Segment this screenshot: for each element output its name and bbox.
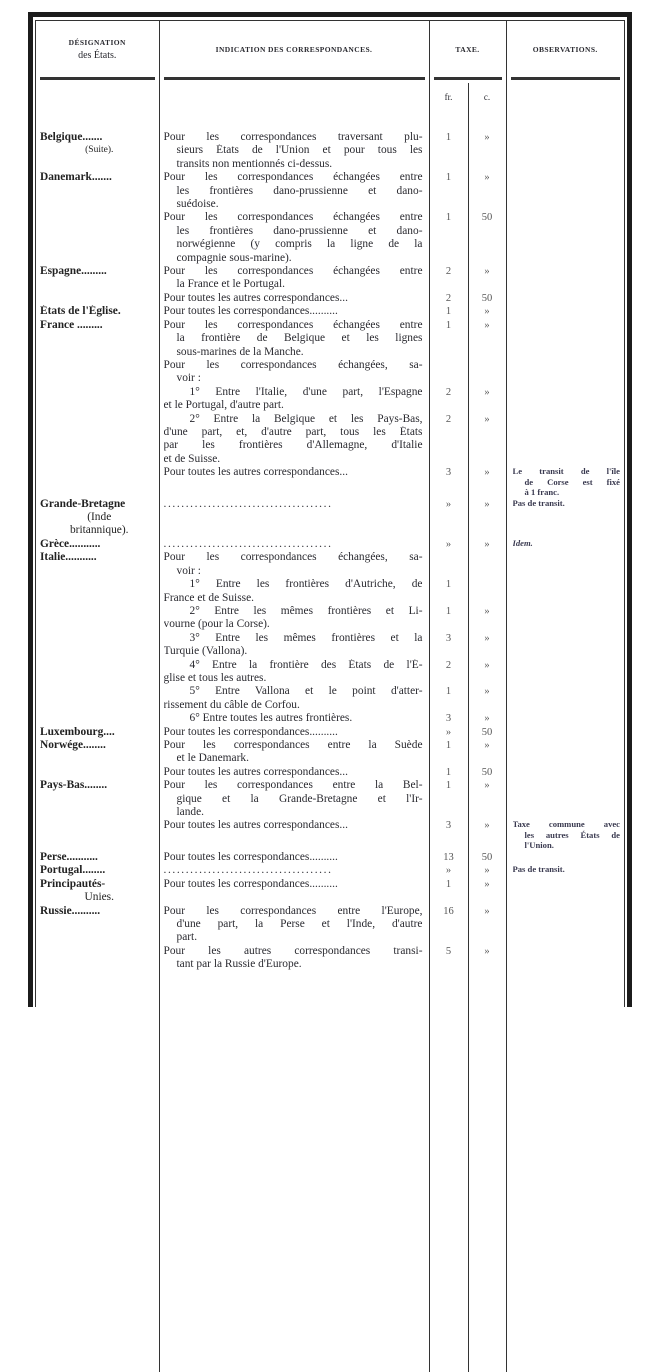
table-row bbox=[36, 466, 624, 498]
observation-line: les autres États de bbox=[524, 829, 620, 840]
table-row bbox=[36, 171, 624, 211]
observation-line: Le transit de l'île bbox=[512, 466, 620, 477]
description-line: Pour les autres correspondances transi- bbox=[163, 944, 423, 957]
description-line: Pour les correspondances entre la Suède bbox=[163, 738, 423, 751]
header-designation-label: DÉSIGNATION bbox=[68, 37, 126, 47]
state-name bbox=[36, 945, 159, 972]
tax-francs: 3 bbox=[429, 632, 468, 659]
correspondence-description bbox=[159, 211, 429, 265]
tax-francs: 3 bbox=[429, 819, 468, 851]
state-line: États de l'Église. bbox=[40, 305, 121, 318]
table-row bbox=[36, 905, 624, 945]
state-name bbox=[36, 305, 159, 318]
correspondence-description bbox=[159, 265, 429, 292]
description-line: sous-marines de la Manche. bbox=[176, 345, 304, 358]
state-name bbox=[36, 386, 159, 413]
spacer-row bbox=[36, 113, 624, 131]
header-observations: OBSERVATIONS. bbox=[506, 21, 624, 77]
state-name bbox=[36, 905, 159, 945]
tax-francs: » bbox=[429, 538, 468, 551]
tax-francs: 2 bbox=[429, 659, 468, 686]
table-body bbox=[36, 113, 624, 1372]
table-row bbox=[36, 578, 624, 605]
tax-centimes bbox=[468, 551, 506, 578]
table-row bbox=[36, 685, 624, 712]
header-taxe: TAXE. bbox=[429, 21, 506, 77]
description-line: par les frontières d'Allemagne, d'Italie bbox=[163, 439, 423, 452]
state-line: Belgique....... bbox=[40, 131, 103, 143]
table-row bbox=[36, 386, 624, 413]
state-name bbox=[36, 878, 159, 905]
tax-francs: 2 bbox=[429, 413, 468, 467]
description-line: Pour toutes les correspondances.......... bbox=[163, 877, 338, 890]
tax-francs: » bbox=[429, 726, 468, 739]
state-name bbox=[36, 359, 159, 386]
observation bbox=[506, 766, 624, 779]
observation bbox=[506, 851, 624, 864]
tax-francs: 13 bbox=[429, 851, 468, 864]
correspondence-description bbox=[159, 131, 429, 171]
state-name bbox=[36, 632, 159, 659]
state-line: France ......... bbox=[40, 318, 103, 331]
tax-francs: 1 bbox=[429, 739, 468, 766]
state-name bbox=[36, 851, 159, 864]
correspondence-description bbox=[159, 292, 429, 305]
description-line: Pour toutes les correspondances.......... bbox=[163, 305, 338, 318]
tax-centimes: » bbox=[468, 905, 506, 945]
observation bbox=[506, 712, 624, 725]
table-row bbox=[36, 292, 624, 305]
description-line: Pour toutes les autres correspondances... bbox=[163, 466, 348, 479]
state-name bbox=[36, 265, 159, 292]
correspondence-description bbox=[159, 466, 429, 498]
table-row bbox=[36, 766, 624, 779]
table-row bbox=[36, 359, 624, 386]
observation bbox=[506, 211, 624, 265]
correspondence-description bbox=[159, 538, 429, 551]
description-line: 2° Entre les mêmes frontières et Li- bbox=[189, 604, 423, 617]
tax-francs: » bbox=[429, 498, 468, 538]
tax-francs: 1 bbox=[429, 305, 468, 318]
observation bbox=[506, 739, 624, 766]
tax-francs: 1 bbox=[429, 685, 468, 712]
correspondence-description bbox=[159, 632, 429, 659]
observation bbox=[506, 498, 624, 538]
correspondence-description bbox=[159, 779, 429, 819]
header-row bbox=[36, 21, 624, 77]
state-line: Norwége........ bbox=[40, 738, 106, 751]
observation-line: à 1 franc. bbox=[524, 487, 560, 498]
tax-francs: 3 bbox=[429, 466, 468, 498]
correspondence-description bbox=[159, 864, 429, 877]
tax-francs: 2 bbox=[429, 265, 468, 292]
observation-line: Idem. bbox=[512, 537, 533, 548]
state-name bbox=[36, 659, 159, 686]
correspondence-description bbox=[159, 851, 429, 864]
correspondence-description bbox=[159, 945, 429, 972]
header-designation bbox=[36, 21, 159, 77]
state-line: (Inde bbox=[87, 511, 112, 524]
table-row bbox=[36, 498, 624, 538]
tax-francs: 3 bbox=[429, 712, 468, 725]
observation bbox=[506, 171, 624, 211]
tax-centimes: » bbox=[468, 386, 506, 413]
description-line: Pour les correspondances entre la Bel- bbox=[163, 779, 423, 792]
description-line: 3° Entre les mêmes frontières et la bbox=[189, 631, 423, 644]
correspondence-description bbox=[159, 905, 429, 945]
description-line: 1° Entre l'Italie, d'une part, l'Espagne bbox=[189, 385, 423, 398]
correspondence-description bbox=[159, 726, 429, 739]
table-row bbox=[36, 538, 624, 551]
description-line: Pour les correspondances échangées, sa- bbox=[163, 358, 423, 371]
correspondence-description bbox=[159, 878, 429, 905]
description-line: 4° Entre la frontière des États de l'É- bbox=[189, 658, 423, 671]
observation bbox=[506, 945, 624, 972]
table-row bbox=[36, 878, 624, 905]
observation bbox=[506, 779, 624, 819]
tax-francs: 16 bbox=[429, 905, 468, 945]
tax-centimes: » bbox=[468, 779, 506, 819]
observation bbox=[506, 605, 624, 632]
description-line: compagnie sous-marine). bbox=[176, 251, 292, 264]
description-line: Pour toutes les correspondances.......... bbox=[163, 725, 338, 738]
description-line: la frontière de Belgique et les lignes bbox=[176, 332, 423, 345]
tax-francs: 1 bbox=[429, 171, 468, 211]
observation bbox=[506, 578, 624, 605]
tax-centimes: 50 bbox=[468, 851, 506, 864]
tax-centimes: 50 bbox=[468, 766, 506, 779]
description-line: les frontières dano-prussienne et dano- bbox=[176, 184, 423, 197]
description-line: vourne (pour la Corse). bbox=[163, 618, 270, 631]
tax-francs: 1 bbox=[429, 319, 468, 359]
state-line: Russie.......... bbox=[40, 904, 101, 917]
tax-centimes: » bbox=[468, 605, 506, 632]
description-line: 1° Entre les frontières d'Autriche, de bbox=[189, 578, 423, 591]
description-line: part. bbox=[176, 931, 198, 944]
tax-francs: » bbox=[429, 864, 468, 877]
tax-francs: 1 bbox=[429, 779, 468, 819]
header-indication: INDICATION DES CORRESPONDANCES. bbox=[159, 21, 429, 77]
tax-centimes: » bbox=[468, 498, 506, 538]
units-row bbox=[36, 83, 624, 113]
table-row bbox=[36, 305, 624, 318]
table-row bbox=[36, 864, 624, 877]
tax-francs: 2 bbox=[429, 386, 468, 413]
table-row bbox=[36, 413, 624, 467]
state-line: Grèce........... bbox=[40, 537, 101, 550]
state-line: Portugal........ bbox=[40, 864, 106, 877]
correspondence-description bbox=[159, 498, 429, 538]
tax-centimes: » bbox=[468, 819, 506, 851]
state-name bbox=[36, 319, 159, 359]
description-line: et le Danemark. bbox=[176, 752, 249, 765]
observation bbox=[506, 538, 624, 551]
state-name bbox=[36, 712, 159, 725]
correspondence-description bbox=[159, 359, 429, 386]
tax-francs: 1 bbox=[429, 766, 468, 779]
correspondence-description bbox=[159, 819, 429, 851]
description-line: France et de Suisse. bbox=[163, 591, 254, 604]
description-line: voir : bbox=[176, 372, 201, 385]
tax-francs: 2 bbox=[429, 292, 468, 305]
state-line: (Suite). bbox=[85, 145, 114, 156]
observation bbox=[506, 905, 624, 945]
state-name bbox=[36, 739, 159, 766]
table-row bbox=[36, 945, 624, 972]
correspondence-description bbox=[159, 305, 429, 318]
tax-centimes: » bbox=[468, 319, 506, 359]
description-line: ...................................... bbox=[163, 537, 333, 550]
description-line: Pour les correspondances échangées entre bbox=[163, 211, 423, 224]
state-name bbox=[36, 605, 159, 632]
observation bbox=[506, 864, 624, 877]
observation bbox=[506, 685, 624, 712]
end-row bbox=[36, 972, 624, 1372]
state-line: Luxembourg.... bbox=[40, 725, 115, 738]
observation bbox=[506, 305, 624, 318]
observation-line: de Corse est fixé bbox=[524, 476, 620, 487]
correspondence-description bbox=[159, 171, 429, 211]
observation-line: Taxe commune avec bbox=[512, 819, 620, 830]
observation bbox=[506, 466, 624, 498]
observation bbox=[506, 878, 624, 905]
tax-centimes: » bbox=[468, 538, 506, 551]
state-name bbox=[36, 779, 159, 819]
tax-centimes: 50 bbox=[468, 211, 506, 265]
tax-centimes: » bbox=[468, 171, 506, 211]
unit-centimes: c. bbox=[468, 83, 506, 113]
state-name bbox=[36, 766, 159, 779]
state-line: Espagne......... bbox=[40, 265, 107, 278]
tax-centimes: » bbox=[468, 305, 506, 318]
observation-line: l'Union. bbox=[524, 840, 554, 851]
state-name bbox=[36, 726, 159, 739]
tax-centimes: » bbox=[468, 712, 506, 725]
description-line: ...................................... bbox=[163, 864, 333, 877]
state-name bbox=[36, 578, 159, 605]
correspondence-description bbox=[159, 319, 429, 359]
state-name bbox=[36, 292, 159, 305]
tax-centimes: » bbox=[468, 131, 506, 171]
state-name bbox=[36, 171, 159, 211]
state-line: Danemark....... bbox=[40, 171, 112, 184]
observation bbox=[506, 386, 624, 413]
tax-centimes: 50 bbox=[468, 292, 506, 305]
correspondence-description bbox=[159, 386, 429, 413]
tax-centimes: » bbox=[468, 466, 506, 498]
state-name bbox=[36, 685, 159, 712]
description-line: gique et la Grande-Bretagne et l'Ir- bbox=[176, 792, 423, 805]
tax-francs: 1 bbox=[429, 211, 468, 265]
tax-francs bbox=[429, 551, 468, 578]
tax-centimes: 50 bbox=[468, 726, 506, 739]
correspondence-description bbox=[159, 685, 429, 712]
state-name bbox=[36, 413, 159, 467]
table-row bbox=[36, 659, 624, 686]
state-line: britannique). bbox=[69, 524, 129, 537]
state-line: Italie........... bbox=[40, 551, 97, 564]
description-line: la France et le Portugal. bbox=[176, 278, 285, 291]
tax-francs: 1 bbox=[429, 578, 468, 605]
table-row bbox=[36, 739, 624, 766]
observation bbox=[506, 292, 624, 305]
tax-centimes: » bbox=[468, 878, 506, 905]
description-line: transits non mentionnés ci-dessus. bbox=[176, 157, 333, 170]
state-name bbox=[36, 551, 159, 578]
correspondence-description bbox=[159, 413, 429, 467]
description-line: les frontières dano-prussienne et dano- bbox=[176, 224, 423, 237]
tax-centimes: » bbox=[468, 685, 506, 712]
description-line: Pour les correspondances échangées, sa- bbox=[163, 551, 423, 564]
correspondence-description bbox=[159, 739, 429, 766]
state-line: Principautés- bbox=[40, 877, 106, 890]
state-name bbox=[36, 466, 159, 498]
observation bbox=[506, 359, 624, 386]
description-line: d'une part, et, d'autre part, tous les États bbox=[163, 425, 423, 438]
table-row bbox=[36, 851, 624, 864]
tax-centimes: » bbox=[468, 659, 506, 686]
observation bbox=[506, 819, 624, 851]
table-row bbox=[36, 265, 624, 292]
state-name bbox=[36, 498, 159, 538]
description-line: voir : bbox=[176, 564, 201, 577]
description-line: glise et tous les autres. bbox=[163, 671, 267, 684]
state-name bbox=[36, 864, 159, 877]
description-line: Turquie (Vallona). bbox=[163, 645, 248, 658]
description-line: suédoise. bbox=[176, 198, 219, 211]
table-row bbox=[36, 632, 624, 659]
correspondence-description bbox=[159, 551, 429, 578]
table-border bbox=[35, 20, 625, 1007]
table-row bbox=[36, 319, 624, 359]
description-line: Pour toutes les autres correspondances... bbox=[163, 765, 348, 778]
correspondence-description bbox=[159, 578, 429, 605]
tax-centimes: » bbox=[468, 413, 506, 467]
description-line: tant par la Russie d'Europe. bbox=[176, 958, 302, 971]
description-line: 5° Entre Vallona et le point d'atter- bbox=[189, 685, 423, 698]
description-line: ...................................... bbox=[163, 497, 333, 510]
unit-francs: fr. bbox=[429, 83, 468, 113]
tax-francs: 5 bbox=[429, 945, 468, 972]
description-line: Pour les correspondances entre l'Europe, bbox=[163, 904, 423, 917]
tax-centimes: » bbox=[468, 265, 506, 292]
observation bbox=[506, 265, 624, 292]
description-line: 2° Entre la Belgique et les Pays-Bas, bbox=[189, 412, 423, 425]
observation bbox=[506, 659, 624, 686]
tax-francs: 1 bbox=[429, 878, 468, 905]
correspondence-description bbox=[159, 712, 429, 725]
tax-centimes: » bbox=[468, 864, 506, 877]
correspondence-description bbox=[159, 659, 429, 686]
description-line: Pour les correspondances traversant plu- bbox=[163, 131, 423, 143]
description-line: Pour les correspondances échangées entre bbox=[163, 265, 423, 278]
document-frame bbox=[28, 12, 632, 1007]
table-row bbox=[36, 779, 624, 819]
correspondence-description bbox=[159, 766, 429, 779]
observation bbox=[506, 726, 624, 739]
observation bbox=[506, 551, 624, 578]
description-line: rissement du câble de Corfou. bbox=[163, 698, 300, 711]
observation bbox=[506, 413, 624, 467]
table-row bbox=[36, 131, 624, 171]
tax-centimes: » bbox=[468, 945, 506, 972]
description-line: Pour les correspondances échangées entre bbox=[163, 171, 423, 184]
description-line: et le Portugal, d'autre part. bbox=[163, 399, 284, 412]
description-line: norwégienne (y compris la ligne de la bbox=[176, 238, 423, 251]
table-row bbox=[36, 551, 624, 578]
observation bbox=[506, 319, 624, 359]
tax-francs bbox=[429, 359, 468, 386]
observation-line: Pas de transit. bbox=[512, 864, 565, 875]
tax-centimes: » bbox=[468, 739, 506, 766]
tax-francs: 1 bbox=[429, 605, 468, 632]
description-line: Pour toutes les autres correspondances... bbox=[163, 291, 348, 304]
description-line: Pour toutes les autres correspondances... bbox=[163, 819, 348, 832]
state-line: Unies. bbox=[84, 891, 114, 904]
state-name bbox=[36, 211, 159, 265]
correspondence-description bbox=[159, 605, 429, 632]
tax-centimes: » bbox=[468, 632, 506, 659]
description-line: Pour toutes les correspondances.......... bbox=[163, 850, 338, 863]
description-line: lande. bbox=[176, 806, 205, 818]
tax-centimes bbox=[468, 359, 506, 386]
state-line: Grande-Bretagne bbox=[40, 497, 126, 510]
table-row bbox=[36, 726, 624, 739]
observation bbox=[506, 632, 624, 659]
table-row bbox=[36, 712, 624, 725]
state-name bbox=[36, 819, 159, 851]
state-line: Perse........... bbox=[40, 850, 98, 863]
state-name bbox=[36, 538, 159, 551]
description-line: Pour les correspondances échangées entre bbox=[163, 318, 423, 331]
observation bbox=[506, 131, 624, 171]
tariff-table bbox=[36, 21, 624, 1372]
description-line: et de Suisse. bbox=[163, 452, 221, 465]
tax-francs: 1 bbox=[429, 131, 468, 171]
table-row bbox=[36, 211, 624, 265]
state-name bbox=[36, 131, 159, 171]
description-line: 6° Entre toutes les autres frontières. bbox=[189, 712, 353, 725]
table-row bbox=[36, 819, 624, 851]
table-row bbox=[36, 605, 624, 632]
observation-line: Pas de transit. bbox=[512, 497, 565, 508]
description-line: d'une part, la Perse et l'Inde, d'autre bbox=[176, 917, 423, 930]
header-designation-sub: des États. bbox=[78, 49, 117, 61]
tax-centimes bbox=[468, 578, 506, 605]
description-line: sieurs États de l'Union et pour tous les bbox=[176, 144, 423, 157]
state-line: Pays-Bas........ bbox=[40, 779, 108, 792]
